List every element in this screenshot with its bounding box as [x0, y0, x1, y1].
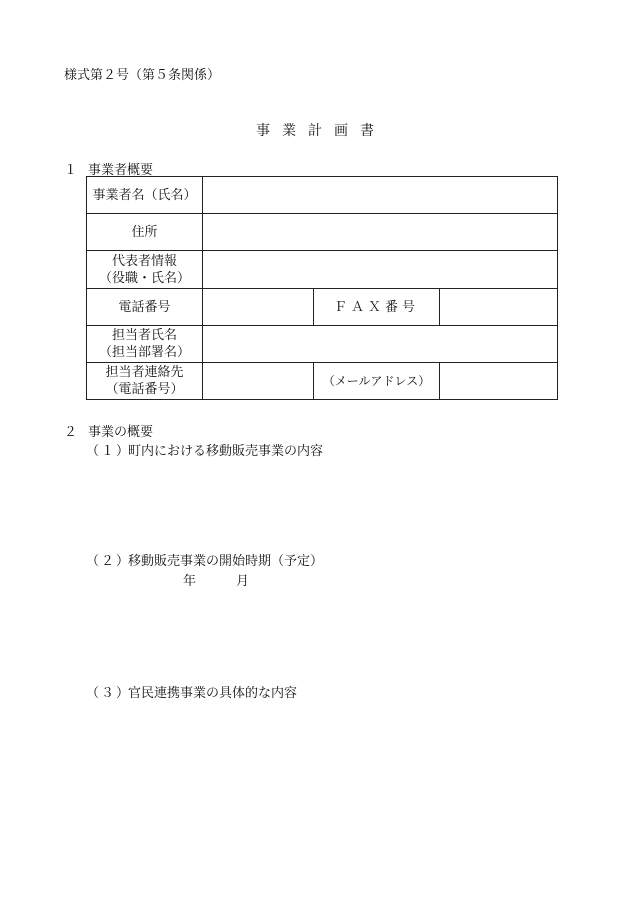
- section-2-heading: [64, 421, 153, 440]
- business-info-table: [86, 176, 558, 400]
- section-2-number: ２: [64, 425, 78, 440]
- representative-label-line2: （役職・氏名）: [98, 270, 190, 286]
- phone-field[interactable]: [203, 289, 314, 326]
- section-1-number: １: [64, 163, 78, 178]
- table-row: [87, 251, 558, 289]
- subsection-3-title: 官民連携事業の具体的な内容: [128, 686, 298, 701]
- table-row: [87, 177, 558, 214]
- representative-label: [87, 251, 203, 289]
- contact-person-label: [87, 326, 203, 363]
- fax-label: ＦＡＸ番号: [314, 289, 440, 326]
- table-row: [87, 214, 558, 251]
- subsection-1-number: （１）: [86, 444, 132, 459]
- email-label: （メールアドレス）: [314, 363, 440, 400]
- table-row: [87, 326, 558, 363]
- subsection-3-number: （３）: [86, 686, 132, 701]
- document-title: 事業計画書: [256, 123, 386, 139]
- subsection-2-number: （２）: [86, 554, 132, 569]
- month-label: 月: [236, 574, 250, 589]
- year-label: 年: [183, 574, 197, 589]
- start-date-line: [183, 570, 249, 589]
- business-name-label: 事業者名（氏名）: [87, 177, 203, 214]
- table-row: [87, 363, 558, 400]
- subsection-2-title: 移動販売事業の開始時期（予定）: [128, 554, 324, 569]
- subsection-2: [86, 550, 323, 569]
- contact-person-field[interactable]: [203, 326, 558, 363]
- representative-label-line1: 代表者情報: [111, 253, 177, 269]
- subsection-1-title: 町内における移動販売事業の内容: [128, 444, 324, 459]
- contact-person-label-line2: （担当部署名）: [98, 345, 190, 360]
- contact-phone-field[interactable]: [203, 363, 314, 400]
- address-field[interactable]: [203, 214, 558, 251]
- contact-person-label-line1: 担当者氏名: [111, 328, 177, 343]
- representative-field[interactable]: [203, 251, 558, 289]
- table-row: [87, 289, 558, 326]
- email-field[interactable]: [440, 363, 558, 400]
- subsection-1: [86, 440, 323, 459]
- subsection-3: [86, 682, 297, 701]
- section-1-title: 事業者概要: [88, 163, 154, 178]
- phone-label: 電話番号: [87, 289, 203, 326]
- contact-info-label-line2: （電話番号）: [105, 382, 184, 397]
- contact-info-label: [87, 363, 203, 400]
- section-2-title: 事業の概要: [88, 425, 154, 440]
- business-name-field[interactable]: [203, 177, 558, 214]
- form-number-label: 様式第２号（第５条関係）: [64, 68, 221, 83]
- fax-field[interactable]: [440, 289, 558, 326]
- address-label: 住所: [87, 214, 203, 251]
- contact-info-label-line1: 担当者連絡先: [105, 365, 184, 380]
